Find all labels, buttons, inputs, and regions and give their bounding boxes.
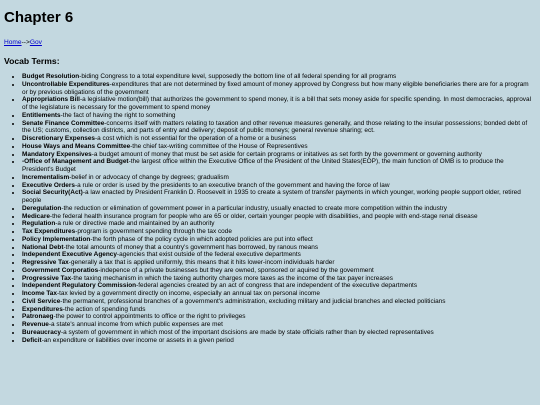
vocab-item	[22, 81, 534, 97]
vocab-definition: -a budget amount of money that must be set aside for certain programs or initatives as set forth by the government or governing authority	[91, 150, 482, 158]
section-heading: Vocab Terms:	[4, 56, 60, 66]
vocab-definition: -the permanent, professional branches of a government's administration, excluding military and judicial branches and elected politicians	[60, 297, 446, 305]
vocab-list	[4, 73, 534, 344]
vocab-definition: -the chief tax-writing committee of the House of Representives	[130, 142, 308, 150]
breadcrumb	[4, 39, 540, 47]
vocab-term: Executive Orders	[22, 181, 75, 189]
vocab-definition: -the forth phase of the policy cycle in which adopted policies are put into effect	[90, 235, 313, 243]
vocab-item	[22, 158, 534, 174]
vocab-item	[22, 143, 534, 151]
vocab-definition: -the reduction or elimination of government power in a particular industry, usually enacted to create more competition within the industry	[61, 204, 447, 212]
vocab-definition: -generally a tax that is applied uniformly, this means that it hits lower-incom individuals harder	[68, 259, 335, 266]
vocab-item	[22, 259, 534, 267]
vocab-term: Deficit	[22, 336, 42, 344]
vocab-term: Incrementalism	[22, 173, 70, 181]
vocab-definition: -the total amounts of money that a country's government has borrowed, by ranous means	[63, 243, 319, 251]
vocab-term: Medicare	[22, 212, 50, 220]
vocab-term: Mandatory Expensives	[22, 150, 92, 158]
vocab-term: Entitlements	[22, 111, 61, 119]
vocab-item	[22, 73, 534, 81]
vocab-definition: -expenditures that are not determined by fixed amount of money approved by Congress but how many eligible beneficiaries there are for a program or by previous obligations of the government	[22, 80, 529, 96]
vocab-item	[22, 313, 534, 321]
vocab-item	[22, 220, 534, 228]
vocab-item	[22, 174, 534, 182]
vocab-term: Income Tax	[22, 290, 57, 297]
vocab-term: Appropriations Bill	[22, 96, 80, 104]
vocab-term: Social Security(Act)	[22, 189, 83, 197]
breadcrumb-gov-link[interactable]: Gov	[29, 39, 42, 46]
vocab-term: Civil Service	[22, 297, 61, 305]
vocab-term: Regressive Tax	[22, 259, 69, 266]
vocab-item	[22, 205, 534, 213]
vocab-definition: -the power to control appointments to office or the right to privileges	[53, 313, 246, 321]
vocab-item	[22, 135, 534, 143]
vocab-item	[22, 282, 534, 290]
vocab-item	[22, 96, 534, 112]
vocab-item	[22, 189, 534, 205]
vocab-item	[22, 306, 534, 314]
vocab-term: -Office of Management and Budget	[22, 158, 129, 166]
vocab-term: National Debt	[22, 243, 64, 251]
vocab-term: Budget Resolution	[22, 73, 80, 80]
vocab-term: Expenditures	[22, 305, 63, 313]
vocab-term: Independent Regulatory Commission	[22, 282, 137, 290]
vocab-item	[22, 151, 534, 159]
vocab-term: Deregulation	[22, 204, 62, 212]
vocab-term: House Ways and Means Committee	[22, 142, 131, 150]
vocab-item	[22, 251, 534, 259]
vocab-term: Regulation	[22, 220, 56, 228]
page-title: Chapter 6	[4, 9, 74, 26]
vocab-term: Government Corporatios	[22, 266, 99, 274]
vocab-definition: -federal agencies created by an act of congress that are independent of the executive departments	[136, 282, 418, 290]
vocab-definition: -a legislative motion(bill) that authorizes the government to spend money, it is a bill that sets money aside for specific spending. In most democracies, approval of the legislature is necessary for the government to spend money	[22, 96, 532, 111]
vocab-item	[22, 236, 534, 244]
vocab-term: Tax Expenditures	[22, 228, 76, 235]
vocab-definition: -a rule or order is used by the presidents to an executive branch of the government and having the force of law	[74, 181, 390, 189]
vocab-definition: -the action of spending funds	[62, 305, 146, 313]
vocab-item	[22, 275, 534, 283]
vocab-definition: -the fact of having the right to something	[60, 111, 176, 119]
vocab-item	[22, 337, 534, 345]
vocab-definition: -indepence of a private businesses but they are owned, sponsored or aquired by the government	[98, 266, 374, 274]
vocab-term: Independent Executive Agency	[22, 251, 117, 259]
vocab-term: Bureaucracy	[22, 328, 62, 336]
vocab-item	[22, 267, 534, 275]
vocab-definition: -belief in or advocacy of change by degrees; gradualism	[69, 173, 229, 181]
vocab-definition: -program is government spending through the tax code	[75, 228, 232, 235]
vocab-definition: -tax levied by a government directly on income, especially an annual tax on personal income	[56, 290, 320, 297]
vocab-term: Discretionary Expenses	[22, 135, 95, 142]
vocab-item	[22, 321, 534, 329]
vocab-definition: -concerns itself with matters relating to taxation and other revenue measures generally, and those relating to the insular possessions; bonded debt of the US; customs, collection districts, and parts of entry and delivery; deposit of public moneys; general revenue sharing; ect.	[22, 119, 528, 135]
vocab-definition: -a state's annual income from which public expenses are met	[48, 321, 223, 328]
vocab-definition: -agencies that exist outside of the federal executive departments	[116, 251, 301, 259]
vocab-term: Uncontrollable Expenditures	[22, 80, 110, 88]
vocab-item	[22, 112, 534, 120]
vocab-item	[22, 298, 534, 306]
vocab-term: Senate Finance Committee	[22, 119, 105, 127]
vocab-term: Revenue	[22, 321, 49, 328]
vocab-definition: -biding Congress to a total expenditure level, supposedly the bottom line of all federal spending for all programs	[79, 73, 397, 80]
vocab-item	[22, 244, 534, 252]
vocab-definition: -a cost which is not essential for the operation of a home or a business	[95, 135, 297, 142]
vocab-definition: -a law enacted by President Franklin D. Roosevelt in 1935 to create a system of transfer payments in which younger, working people support older, retired people	[22, 189, 521, 204]
vocab-definition: -the federal health insurance program for people who are 65 or older, certain younger people with disabilities, and people with end-stage renal disease	[49, 212, 478, 220]
vocab-definition: -a rule or directive made and maintained by an authority	[55, 220, 215, 228]
vocab-item	[22, 228, 534, 236]
vocab-definition: -the taxing mechanism in which the taxing authority charges more taxes as the income of the tax payer increases	[71, 274, 393, 282]
vocab-definition: -the largest office within the Executive Office of the President of the United States(EOP), the main function of OMB is to produce the President's Budget	[22, 158, 504, 173]
vocab-item	[22, 182, 534, 190]
vocab-item	[22, 290, 534, 298]
vocab-term: Patronaeg	[22, 313, 54, 321]
vocab-term: Progressive Tax	[22, 274, 72, 282]
vocab-definition: -a system of government in which most of the important dscisions are made by state officials rather than by elected representatives	[61, 328, 434, 336]
breadcrumb-separator: -->	[21, 39, 30, 46]
vocab-item	[22, 213, 534, 221]
breadcrumb-home-link[interactable]: Home	[4, 39, 22, 46]
vocab-term: Policy Implementation	[22, 235, 91, 243]
vocab-definition: -an expenditure or liabilities over income or assets in a given period	[41, 336, 234, 344]
vocab-item	[22, 120, 534, 136]
vocab-item	[22, 329, 534, 337]
